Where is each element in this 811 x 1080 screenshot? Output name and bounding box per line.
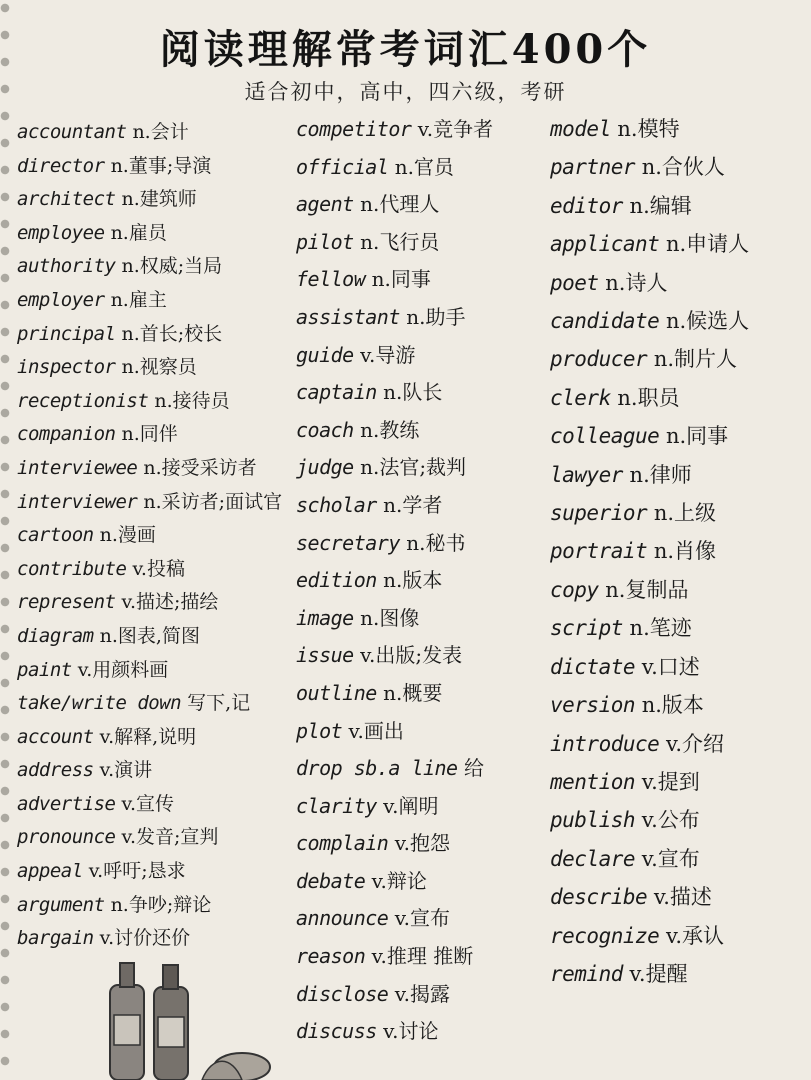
- vocab-word: issue: [296, 643, 354, 668]
- vocab-entry: [296, 224, 493, 262]
- vocab-definition: v.呼吁;恳求: [88, 860, 186, 883]
- vocab-definition: v.宣传: [121, 792, 175, 815]
- vocab-definition: n.同伴: [121, 423, 178, 446]
- vocab-definition: v.宣布: [641, 846, 700, 871]
- vocab-definition: n.复制品: [605, 577, 689, 602]
- vocab-word: principal: [17, 322, 116, 345]
- vocab-definition: v.导游: [360, 342, 416, 367]
- vocab-word: editor: [550, 193, 623, 218]
- vocab-definition: 写下,记: [187, 692, 251, 715]
- vocab-entry: [296, 976, 493, 1014]
- vocab-word: outline: [296, 680, 377, 705]
- vocab-entry: [550, 532, 749, 570]
- vocab-definition: n.编辑: [629, 193, 692, 218]
- vocab-word: secretary: [296, 530, 400, 555]
- vocab-word: superior: [550, 501, 648, 526]
- vocab-word: address: [17, 759, 94, 782]
- vocab-word: applicant: [550, 232, 660, 257]
- vocab-entry: [17, 217, 282, 251]
- vocab-entry: [17, 250, 282, 284]
- vocab-word: take/write down: [17, 692, 182, 715]
- vocab-word: reason: [296, 944, 366, 969]
- vocab-definition: n.会计: [132, 121, 189, 143]
- vocab-entry: [550, 264, 749, 302]
- vocab-word: portrait: [550, 539, 648, 564]
- vocab-word: describe: [550, 885, 648, 910]
- vocab-word: candidate: [550, 309, 660, 334]
- vocab-definition: v.宣布: [394, 906, 450, 931]
- vocab-definition: v.承认: [665, 923, 725, 948]
- vocab-word: assistant: [296, 304, 400, 329]
- vocab-entry: [550, 417, 749, 455]
- vocab-entry: [296, 261, 493, 299]
- vocab-definition: v.公布: [641, 808, 700, 833]
- vocab-definition: n.笔迹: [629, 616, 692, 641]
- vocab-word: recognize: [550, 923, 660, 948]
- vocab-definition: n.董事;导演: [110, 154, 212, 177]
- vocab-entry: [550, 955, 749, 993]
- vocab-word: companion: [17, 423, 116, 446]
- vocab-definition: n.雇主: [110, 288, 167, 311]
- vocab-entry: [550, 110, 749, 148]
- vocab-definition: v.讨价还价: [99, 927, 191, 950]
- vocab-definition: n.法官;裁判: [360, 455, 467, 480]
- vocab-word: dictate: [550, 654, 636, 679]
- vocab-definition: n.代理人: [360, 192, 440, 217]
- vocab-word: director: [17, 154, 105, 177]
- vocab-entry: [17, 855, 282, 889]
- vocab-entry: [550, 725, 749, 763]
- vocab-definition: n.合伙人: [641, 155, 725, 180]
- vocab-definition: n.助手: [406, 304, 466, 329]
- vocab-entry: [550, 648, 749, 686]
- page-subtitle: 适合初中，高中，四六级，考研: [244, 80, 567, 104]
- vocab-definition: v.阐明: [383, 793, 439, 818]
- vocab-entry: [296, 825, 493, 863]
- vocab-word: script: [550, 616, 623, 641]
- vocab-definition: v.解释,说明: [99, 725, 197, 748]
- vocab-entry: [550, 763, 749, 801]
- vocab-entry: [550, 456, 749, 494]
- vocab-definition: v.演讲: [99, 759, 153, 782]
- vocab-definition: n.视察员: [121, 356, 197, 379]
- vocab-definition: n.教练: [360, 417, 420, 442]
- vocab-word: lawyer: [550, 462, 623, 487]
- vocab-entry: [296, 487, 493, 525]
- vocab-word: introduce: [550, 731, 660, 756]
- vocab-word: scholar: [296, 492, 377, 517]
- vocab-definition: n.肖像: [653, 539, 717, 564]
- vocab-word: mention: [550, 769, 636, 794]
- vocab-entry: [17, 721, 282, 755]
- vocab-entry: [296, 600, 493, 638]
- vocab-word: employee: [17, 221, 105, 244]
- vocab-entry: [17, 553, 282, 587]
- vocab-entry: [17, 586, 282, 620]
- vocab-entry: [550, 340, 749, 378]
- vocab-entry: [17, 183, 282, 217]
- vocab-entry: [17, 519, 282, 553]
- vocab-word: pilot: [296, 229, 354, 254]
- vocab-entry: [296, 788, 493, 826]
- vocab-entry: [17, 116, 282, 150]
- vocab-definition: v.介绍: [665, 731, 725, 756]
- vocab-word: appeal: [17, 860, 83, 883]
- vocab-definition: n.权威;当局: [121, 255, 223, 278]
- vocab-entry: [17, 754, 282, 788]
- vocab-word: image: [296, 605, 354, 630]
- vocab-entry: [296, 637, 493, 675]
- vocab-entry: [17, 922, 282, 956]
- vocab-entry: [17, 620, 282, 654]
- vocab-entry: [296, 111, 493, 149]
- vocab-word: producer: [550, 347, 648, 372]
- vocab-word: fellow: [296, 267, 366, 292]
- vocab-word: employer: [17, 288, 105, 311]
- vocab-definition: n.申请人: [665, 232, 750, 257]
- vocab-entry: [296, 449, 493, 487]
- vocab-word: disclose: [296, 981, 389, 1006]
- vocab-word: clerk: [550, 385, 611, 410]
- vocab-definition: 给: [463, 756, 484, 781]
- vocab-entry: [550, 878, 749, 916]
- vocab-word: coach: [296, 417, 354, 442]
- vocab-word: partner: [550, 155, 636, 180]
- vocab-definition: v.揭露: [394, 981, 450, 1006]
- vocab-column-2: [296, 111, 493, 1051]
- vocab-entry: [550, 302, 749, 340]
- vocab-word: judge: [296, 455, 354, 480]
- vocab-definition: n.飞行员: [360, 229, 440, 254]
- vocab-definition: n.首长;校长: [121, 322, 223, 345]
- vocab-word: advertise: [17, 792, 116, 815]
- vocab-entry: [296, 374, 493, 412]
- vocab-word: captain: [296, 380, 377, 405]
- vocab-definition: v.出版;发表: [360, 643, 463, 668]
- vocab-entry: [296, 525, 493, 563]
- vocab-entry: [17, 452, 282, 486]
- vocab-definition: n.漫画: [99, 524, 156, 547]
- vocab-entry: [550, 840, 749, 878]
- vocab-definition: n.图像: [360, 605, 420, 630]
- vocab-definition: n.模特: [617, 117, 680, 141]
- vocab-word: discuss: [296, 1019, 377, 1044]
- vocab-definition: n.采访者;面试官: [143, 490, 283, 513]
- vocab-word: clarity: [296, 793, 377, 818]
- vocab-definition: n.职员: [617, 385, 680, 410]
- vocab-entry: [17, 284, 282, 318]
- vocab-entry: [296, 750, 493, 788]
- vocab-entry: [550, 148, 749, 186]
- vocab-word: receptionist: [17, 389, 149, 412]
- vocab-word: pronounce: [17, 826, 116, 849]
- vocab-entry: [17, 418, 282, 452]
- vocab-word: paint: [17, 658, 72, 681]
- vocab-entry: [296, 149, 493, 187]
- vocab-entry: [550, 571, 749, 609]
- vocab-definition: v.画出: [348, 718, 404, 743]
- vocab-word: edition: [296, 568, 377, 593]
- vocab-definition: n.诗人: [605, 270, 668, 295]
- vocab-word: poet: [550, 270, 599, 295]
- vocab-word: inspector: [17, 356, 116, 379]
- vocab-entry: [17, 351, 282, 385]
- vocab-word: publish: [550, 808, 636, 833]
- spiral-binding: [0, 0, 14, 1080]
- vocab-entry: [550, 686, 749, 724]
- vocab-definition: n.同事: [665, 424, 729, 449]
- vocab-entry: [296, 337, 493, 375]
- vocab-entry: [296, 938, 493, 976]
- vocab-definition: n.建筑师: [121, 188, 197, 211]
- vocab-definition: n.雇员: [110, 221, 167, 244]
- bottles-illustration: [92, 955, 292, 1080]
- vocab-definition: v.抱怨: [394, 831, 450, 856]
- vocab-word: announce: [296, 906, 389, 931]
- vocab-word: account: [17, 725, 94, 748]
- vocab-entry: [17, 318, 282, 352]
- vocab-entry: [296, 675, 493, 713]
- vocab-entry: [296, 299, 493, 337]
- vocab-entry: [550, 187, 749, 225]
- vocab-definition: n.接受采访者: [143, 456, 257, 479]
- vocab-definition: v.描述: [653, 885, 712, 910]
- vocab-word: drop sb.a line: [296, 756, 458, 781]
- vocab-entry: [296, 412, 493, 450]
- vocab-word: plot: [296, 718, 343, 743]
- vocab-definition: v.投稿: [132, 557, 185, 580]
- vocab-word: colleague: [550, 424, 660, 449]
- vocab-word: cartoon: [17, 524, 94, 547]
- vocab-column-3: [550, 110, 749, 993]
- vocab-definition: v.用颜料画: [77, 658, 169, 681]
- vocab-entry: [296, 562, 493, 600]
- vocab-word: model: [550, 117, 611, 141]
- vocab-entry: [17, 889, 282, 923]
- vocab-word: diagram: [17, 624, 94, 647]
- vocab-definition: v.提到: [641, 769, 700, 794]
- vocab-word: accountant: [17, 121, 127, 143]
- vocab-word: copy: [550, 577, 599, 602]
- vocab-word: interviewer: [17, 490, 138, 513]
- vocab-column-1: [17, 116, 282, 956]
- vocab-entry: [296, 900, 493, 938]
- vocab-definition: v.讨论: [383, 1019, 439, 1044]
- vocab-entry: [550, 917, 749, 955]
- vocab-entry: [296, 186, 493, 224]
- vocab-definition: n.秘书: [406, 530, 466, 555]
- vocab-definition: n.上级: [653, 501, 717, 526]
- vocab-entry: [17, 788, 282, 822]
- vocab-word: debate: [296, 868, 366, 893]
- vocab-word: remind: [550, 961, 623, 986]
- vocab-entry: [17, 687, 282, 721]
- vocab-word: complain: [296, 831, 389, 856]
- vocab-entry: [550, 225, 749, 263]
- vocab-entry: [550, 494, 749, 532]
- vocab-entry: [550, 379, 749, 417]
- vocab-definition: v.口述: [641, 654, 700, 679]
- vocab-definition: n.同事: [371, 267, 431, 292]
- vocab-entry: [296, 713, 493, 751]
- vocab-word: official: [296, 154, 389, 179]
- vocab-word: architect: [17, 188, 116, 211]
- vocab-entry: [550, 801, 749, 839]
- vocab-definition: n.争吵;辩论: [110, 893, 212, 916]
- vocab-definition: v.提醒: [629, 961, 688, 986]
- vocab-word: contribute: [17, 557, 127, 580]
- vocab-word: represent: [17, 591, 116, 614]
- vocab-word: interviewee: [17, 456, 138, 479]
- vocab-entry: [17, 385, 282, 419]
- vocab-entry: [550, 609, 749, 647]
- vocab-definition: v.发音;宣判: [121, 826, 219, 849]
- vocab-definition: n.版本: [383, 568, 443, 593]
- vocab-definition: v.竞争者: [417, 117, 494, 141]
- vocab-entry: [296, 863, 493, 901]
- page-title: 阅读理解常考词汇400个: [159, 26, 652, 73]
- vocab-definition: v.推理 推断: [371, 944, 474, 969]
- vocab-definition: n.学者: [383, 492, 443, 517]
- vocab-definition: n.官员: [394, 154, 454, 179]
- vocab-definition: n.候选人: [665, 309, 750, 334]
- vocab-entry: [296, 1013, 493, 1051]
- vocab-entry: [17, 821, 282, 855]
- vocab-entry: [17, 150, 282, 184]
- vocab-word: version: [550, 693, 636, 718]
- vocab-word: competitor: [296, 117, 412, 141]
- vocab-word: argument: [17, 893, 105, 916]
- vocab-definition: n.图表,简图: [99, 624, 200, 647]
- vocab-definition: n.队长: [383, 380, 443, 405]
- vocab-word: guide: [296, 342, 354, 367]
- vocab-definition: n.接待员: [154, 389, 230, 412]
- vocab-definition: n.版本: [641, 693, 704, 718]
- vocab-word: agent: [296, 192, 354, 217]
- vocab-entry: [17, 486, 282, 520]
- vocab-word: bargain: [17, 927, 94, 950]
- vocab-entry: [17, 654, 282, 688]
- vocab-definition: n.制片人: [653, 347, 738, 372]
- vocab-definition: v.辩论: [371, 868, 427, 893]
- vocab-word: authority: [17, 255, 116, 278]
- vocab-definition: n.概要: [383, 680, 443, 705]
- vocab-word: declare: [550, 846, 636, 871]
- vocab-definition: v.描述;描绘: [121, 591, 219, 614]
- vocab-definition: n.律师: [629, 462, 692, 487]
